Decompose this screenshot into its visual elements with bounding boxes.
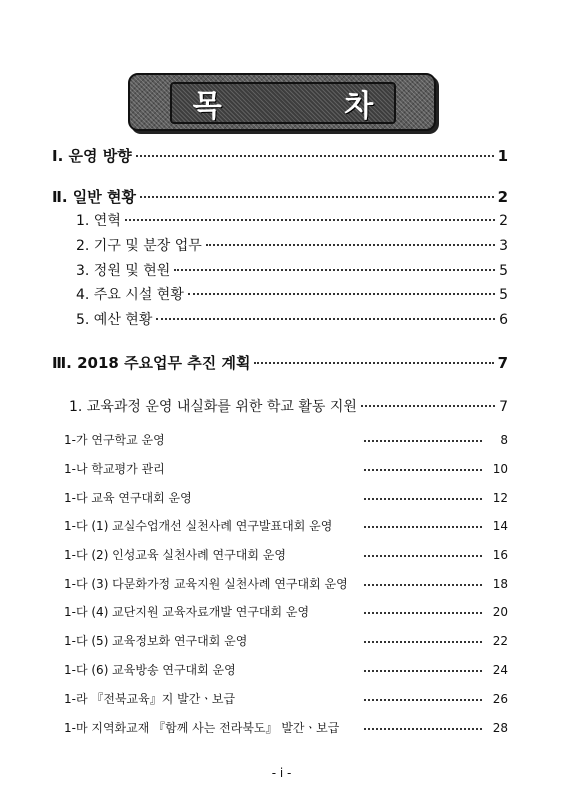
toc-entry-label: Ⅲ. 2018 주요업무 추진 계획: [52, 354, 251, 372]
toc-entry-label: 1-라 『전북교육』지 발간ㆍ보급: [64, 692, 236, 706]
toc-entry-label: 5. 예산 현황: [76, 312, 153, 328]
toc-entry: [76, 235, 508, 255]
toc-entry: [64, 460, 508, 477]
toc-entry: [64, 431, 508, 448]
dot-leader: [136, 155, 494, 157]
toc-entry: [69, 396, 508, 416]
toc-entry-label: Ⅰ. 운영 방향: [52, 147, 132, 165]
dot-leader: [364, 498, 482, 500]
toc-entry: [52, 145, 508, 166]
toc-entry-label: 2. 기구 및 분장 업무: [76, 238, 202, 254]
dot-leader: [254, 362, 493, 364]
toc-entry-page: 2: [499, 213, 508, 229]
toc-entry: [64, 632, 508, 649]
dot-leader: [156, 318, 495, 320]
toc-entry-label: 1-마 지역화교재 『함께 사는 전라북도』 발간ㆍ보급: [64, 721, 340, 735]
toc-entry: [52, 186, 508, 207]
toc-entry-page: 24: [492, 663, 508, 677]
toc-entry-page: 20: [492, 605, 508, 619]
dot-leader: [364, 670, 482, 672]
toc-entry-label: 3. 정원 및 현원: [76, 263, 171, 279]
toc-entry: [64, 489, 508, 506]
toc-entry-page: 5: [499, 287, 508, 303]
toc-entry-label: 1-다 (4) 교단지원 교육자료개발 연구대회 운영: [64, 605, 310, 619]
dot-leader: [206, 244, 495, 246]
toc-entry-page: 16: [492, 548, 508, 562]
dot-leader: [361, 405, 495, 407]
title-plate: [170, 82, 430, 124]
toc-entry-label: 1-가 연구학교 운영: [64, 433, 165, 447]
title-banner: [128, 73, 436, 131]
dot-leader: [364, 728, 482, 730]
toc-entry-label: 1-다 (1) 교실수업개선 실천사례 연구발표대회 운영: [64, 519, 333, 533]
toc-entry-page: 22: [492, 634, 508, 648]
dot-leader: [364, 555, 482, 557]
dot-leader: [364, 612, 482, 614]
dot-leader: [125, 219, 495, 221]
dot-leader: [364, 469, 482, 471]
toc-entry-page: 3: [499, 238, 508, 254]
toc-entry-page: 18: [492, 577, 508, 591]
toc-entry-label: 1-다 교육 연구대회 운영: [64, 491, 192, 505]
toc-entry: [76, 260, 508, 280]
toc-entry-label: 1. 연혁: [76, 213, 121, 229]
toc-entry: [64, 546, 508, 563]
toc-entry: [64, 690, 508, 707]
toc-entry: [76, 284, 508, 304]
toc-entry-page: 28: [492, 721, 508, 735]
toc-entry: [64, 517, 508, 534]
toc-entry-label: 1-다 (6) 교육방송 연구대회 운영: [64, 663, 236, 677]
toc-entry-page: 26: [492, 692, 508, 706]
toc-entry-label: 1-다 (3) 다문화가정 교육지원 실천사례 연구대회 운영: [64, 577, 348, 591]
dot-leader: [140, 196, 494, 198]
toc-entry: [76, 309, 508, 329]
dot-leader: [364, 699, 482, 701]
dot-leader: [188, 293, 495, 295]
toc-entry: [64, 719, 508, 736]
toc-entry: [76, 210, 508, 230]
toc-entry-page: 2: [497, 188, 508, 206]
page-title: 목 차: [192, 89, 430, 124]
toc-entry: [64, 603, 508, 620]
toc-entry-page: 1: [497, 147, 508, 165]
toc-entry: [64, 575, 508, 592]
toc-entry-page: 7: [499, 399, 508, 415]
dot-leader: [364, 584, 482, 586]
toc-entry-label: 1-다 (2) 인성교육 실천사례 연구대회 운영: [64, 548, 286, 562]
toc-entry-label: 1-나 학교평가 관리: [64, 462, 165, 476]
dot-leader: [174, 269, 495, 271]
page-number-footer: - i -: [271, 766, 292, 780]
toc-entry-page: 6: [499, 312, 508, 328]
toc-entry-page: 8: [500, 433, 508, 447]
dot-leader: [364, 641, 482, 643]
toc-entry-page: 5: [499, 263, 508, 279]
toc-entry-page: 14: [492, 519, 508, 533]
toc-entry-label: 4. 주요 시설 현황: [76, 287, 184, 303]
dot-leader: [364, 440, 482, 442]
dot-leader: [364, 526, 482, 528]
toc-entry: [64, 661, 508, 678]
toc-entry-label: Ⅱ. 일반 현황: [52, 188, 136, 206]
toc-entry-label: 1. 교육과정 운영 내실화를 위한 학교 활동 지원: [69, 399, 357, 415]
toc-entry-page: 12: [492, 491, 508, 505]
toc-entry: [52, 352, 508, 373]
toc-entry-page: 7: [497, 354, 508, 372]
toc-entry-page: 10: [492, 462, 508, 476]
toc-entry-label: 1-다 (5) 교육정보화 연구대회 운영: [64, 634, 248, 648]
